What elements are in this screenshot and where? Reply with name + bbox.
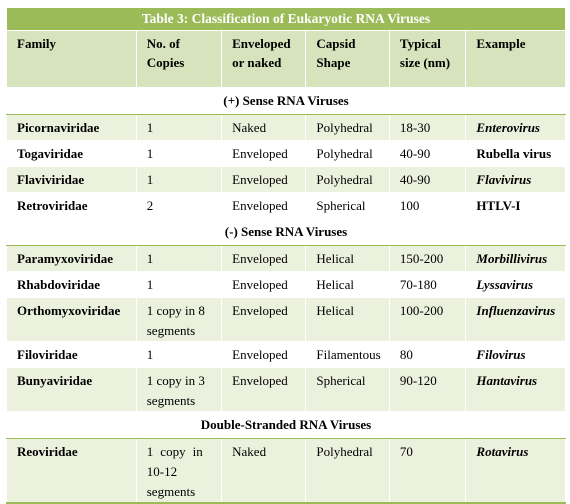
example-cell: Hantavirus — [466, 368, 566, 412]
family-cell: Reoviridae — [7, 439, 137, 504]
family-cell: Paramyxoviridae — [7, 246, 137, 272]
copies-cell: 1 — [136, 342, 221, 368]
copies-cell: 1 — [136, 167, 221, 193]
envelope-cell: Enveloped — [222, 272, 306, 298]
envelope-cell: Enveloped — [222, 141, 306, 167]
example-cell: Rotavirus — [466, 439, 566, 504]
capsid-shape-cell: Polyhedral — [306, 141, 389, 167]
section-row — [7, 219, 566, 246]
table-row — [7, 141, 566, 167]
column-header-capsid — [306, 31, 389, 88]
example-cell: Enterovirus — [466, 115, 566, 141]
virus-classification-table — [6, 7, 566, 504]
table-row — [7, 342, 566, 368]
copies-cell — [136, 298, 221, 342]
envelope-cell: Enveloped — [222, 298, 306, 342]
capsid-shape-cell: Polyhedral — [306, 167, 389, 193]
size-cell: 100 — [389, 193, 466, 219]
copies-cell: 1 — [136, 246, 221, 272]
envelope-cell: Enveloped — [222, 246, 306, 272]
column-header-size — [389, 31, 466, 88]
copies-cell: 1 — [136, 115, 221, 141]
copies-text: 1 copy in 3 segments — [146, 373, 205, 408]
capsid-shape-cell: Spherical — [306, 193, 389, 219]
size-cell: 90-120 — [389, 368, 466, 412]
table-row — [7, 246, 566, 272]
example-cell: HTLV-I — [466, 193, 566, 219]
copies-cell: 1 — [136, 141, 221, 167]
capsid-shape-cell: Polyhedral — [306, 439, 389, 504]
capsid-shape-cell: Helical — [306, 246, 389, 272]
size-cell: 40-90 — [389, 167, 466, 193]
example-cell: Influenzavirus — [466, 298, 566, 342]
table-title: Table 3: Classification of Eukaryotic RNA Viruses — [7, 8, 566, 31]
family-cell: Orthomyxoviridae — [7, 298, 137, 342]
column-header-envelope-text: Enveloped or naked — [232, 36, 291, 70]
table-body — [7, 88, 566, 504]
size-cell: 70 — [389, 439, 466, 504]
column-header-capsid-text: Capsid Shape — [316, 36, 356, 70]
envelope-cell: Enveloped — [222, 167, 306, 193]
column-header-row — [7, 31, 566, 88]
size-cell: 40-90 — [389, 141, 466, 167]
envelope-cell: Enveloped — [222, 368, 306, 412]
size-cell: 100-200 — [389, 298, 466, 342]
size-cell: 80 — [389, 342, 466, 368]
envelope-cell: Enveloped — [222, 342, 306, 368]
section-row — [7, 412, 566, 439]
size-cell: 150-200 — [389, 246, 466, 272]
family-cell: Togaviridae — [7, 141, 137, 167]
table-row — [7, 368, 566, 412]
capsid-shape-cell: Helical — [306, 298, 389, 342]
example-cell: Lyssavirus — [466, 272, 566, 298]
example-cell: Flavivirus — [466, 167, 566, 193]
table-title-row — [7, 8, 566, 31]
section-label: (+) Sense RNA Viruses — [7, 88, 566, 115]
envelope-cell: Naked — [222, 115, 306, 141]
table-row — [7, 298, 566, 342]
capsid-shape-cell: Filamentous — [306, 342, 389, 368]
example-cell: Morbillivirus — [466, 246, 566, 272]
envelope-cell: Naked — [222, 439, 306, 504]
copies-cell: 1 — [136, 272, 221, 298]
copies-cell — [136, 368, 221, 412]
copies-cell: 2 — [136, 193, 221, 219]
capsid-shape-cell: Polyhedral — [306, 115, 389, 141]
capsid-shape-cell: Helical — [306, 272, 389, 298]
column-header-envelope — [222, 31, 306, 88]
section-label: Double-Stranded RNA Viruses — [7, 412, 566, 439]
table-row — [7, 115, 566, 141]
envelope-cell: Enveloped — [222, 193, 306, 219]
column-header-size-text: Typical size (nm) — [399, 36, 451, 70]
family-cell: Rhabdoviridae — [7, 272, 137, 298]
size-cell: 18-30 — [389, 115, 466, 141]
table-row — [7, 193, 566, 219]
table-row — [7, 167, 566, 193]
family-cell: Flaviviridae — [7, 167, 137, 193]
column-header-copies — [136, 31, 221, 88]
copies-text: 1 copy in 8 segments — [146, 303, 205, 338]
column-header-copies-text: No. of Copies — [146, 36, 185, 70]
example-cell: Rubella virus — [466, 141, 566, 167]
section-label: (-) Sense RNA Viruses — [7, 219, 566, 246]
column-header-family: Family — [7, 31, 137, 88]
column-header-example: Example — [466, 31, 566, 88]
table-row — [7, 272, 566, 298]
table-row — [7, 439, 566, 504]
family-cell: Bunyaviridae — [7, 368, 137, 412]
section-row — [7, 88, 566, 115]
family-cell: Filoviridae — [7, 342, 137, 368]
family-cell: Picornaviridae — [7, 115, 137, 141]
example-cell: Filovirus — [466, 342, 566, 368]
copies-text: 1 copy in 10-12 segments — [146, 444, 203, 499]
family-cell: Retroviridae — [7, 193, 137, 219]
copies-cell — [136, 439, 221, 504]
capsid-shape-cell: Spherical — [306, 368, 389, 412]
size-cell: 70-180 — [389, 272, 466, 298]
